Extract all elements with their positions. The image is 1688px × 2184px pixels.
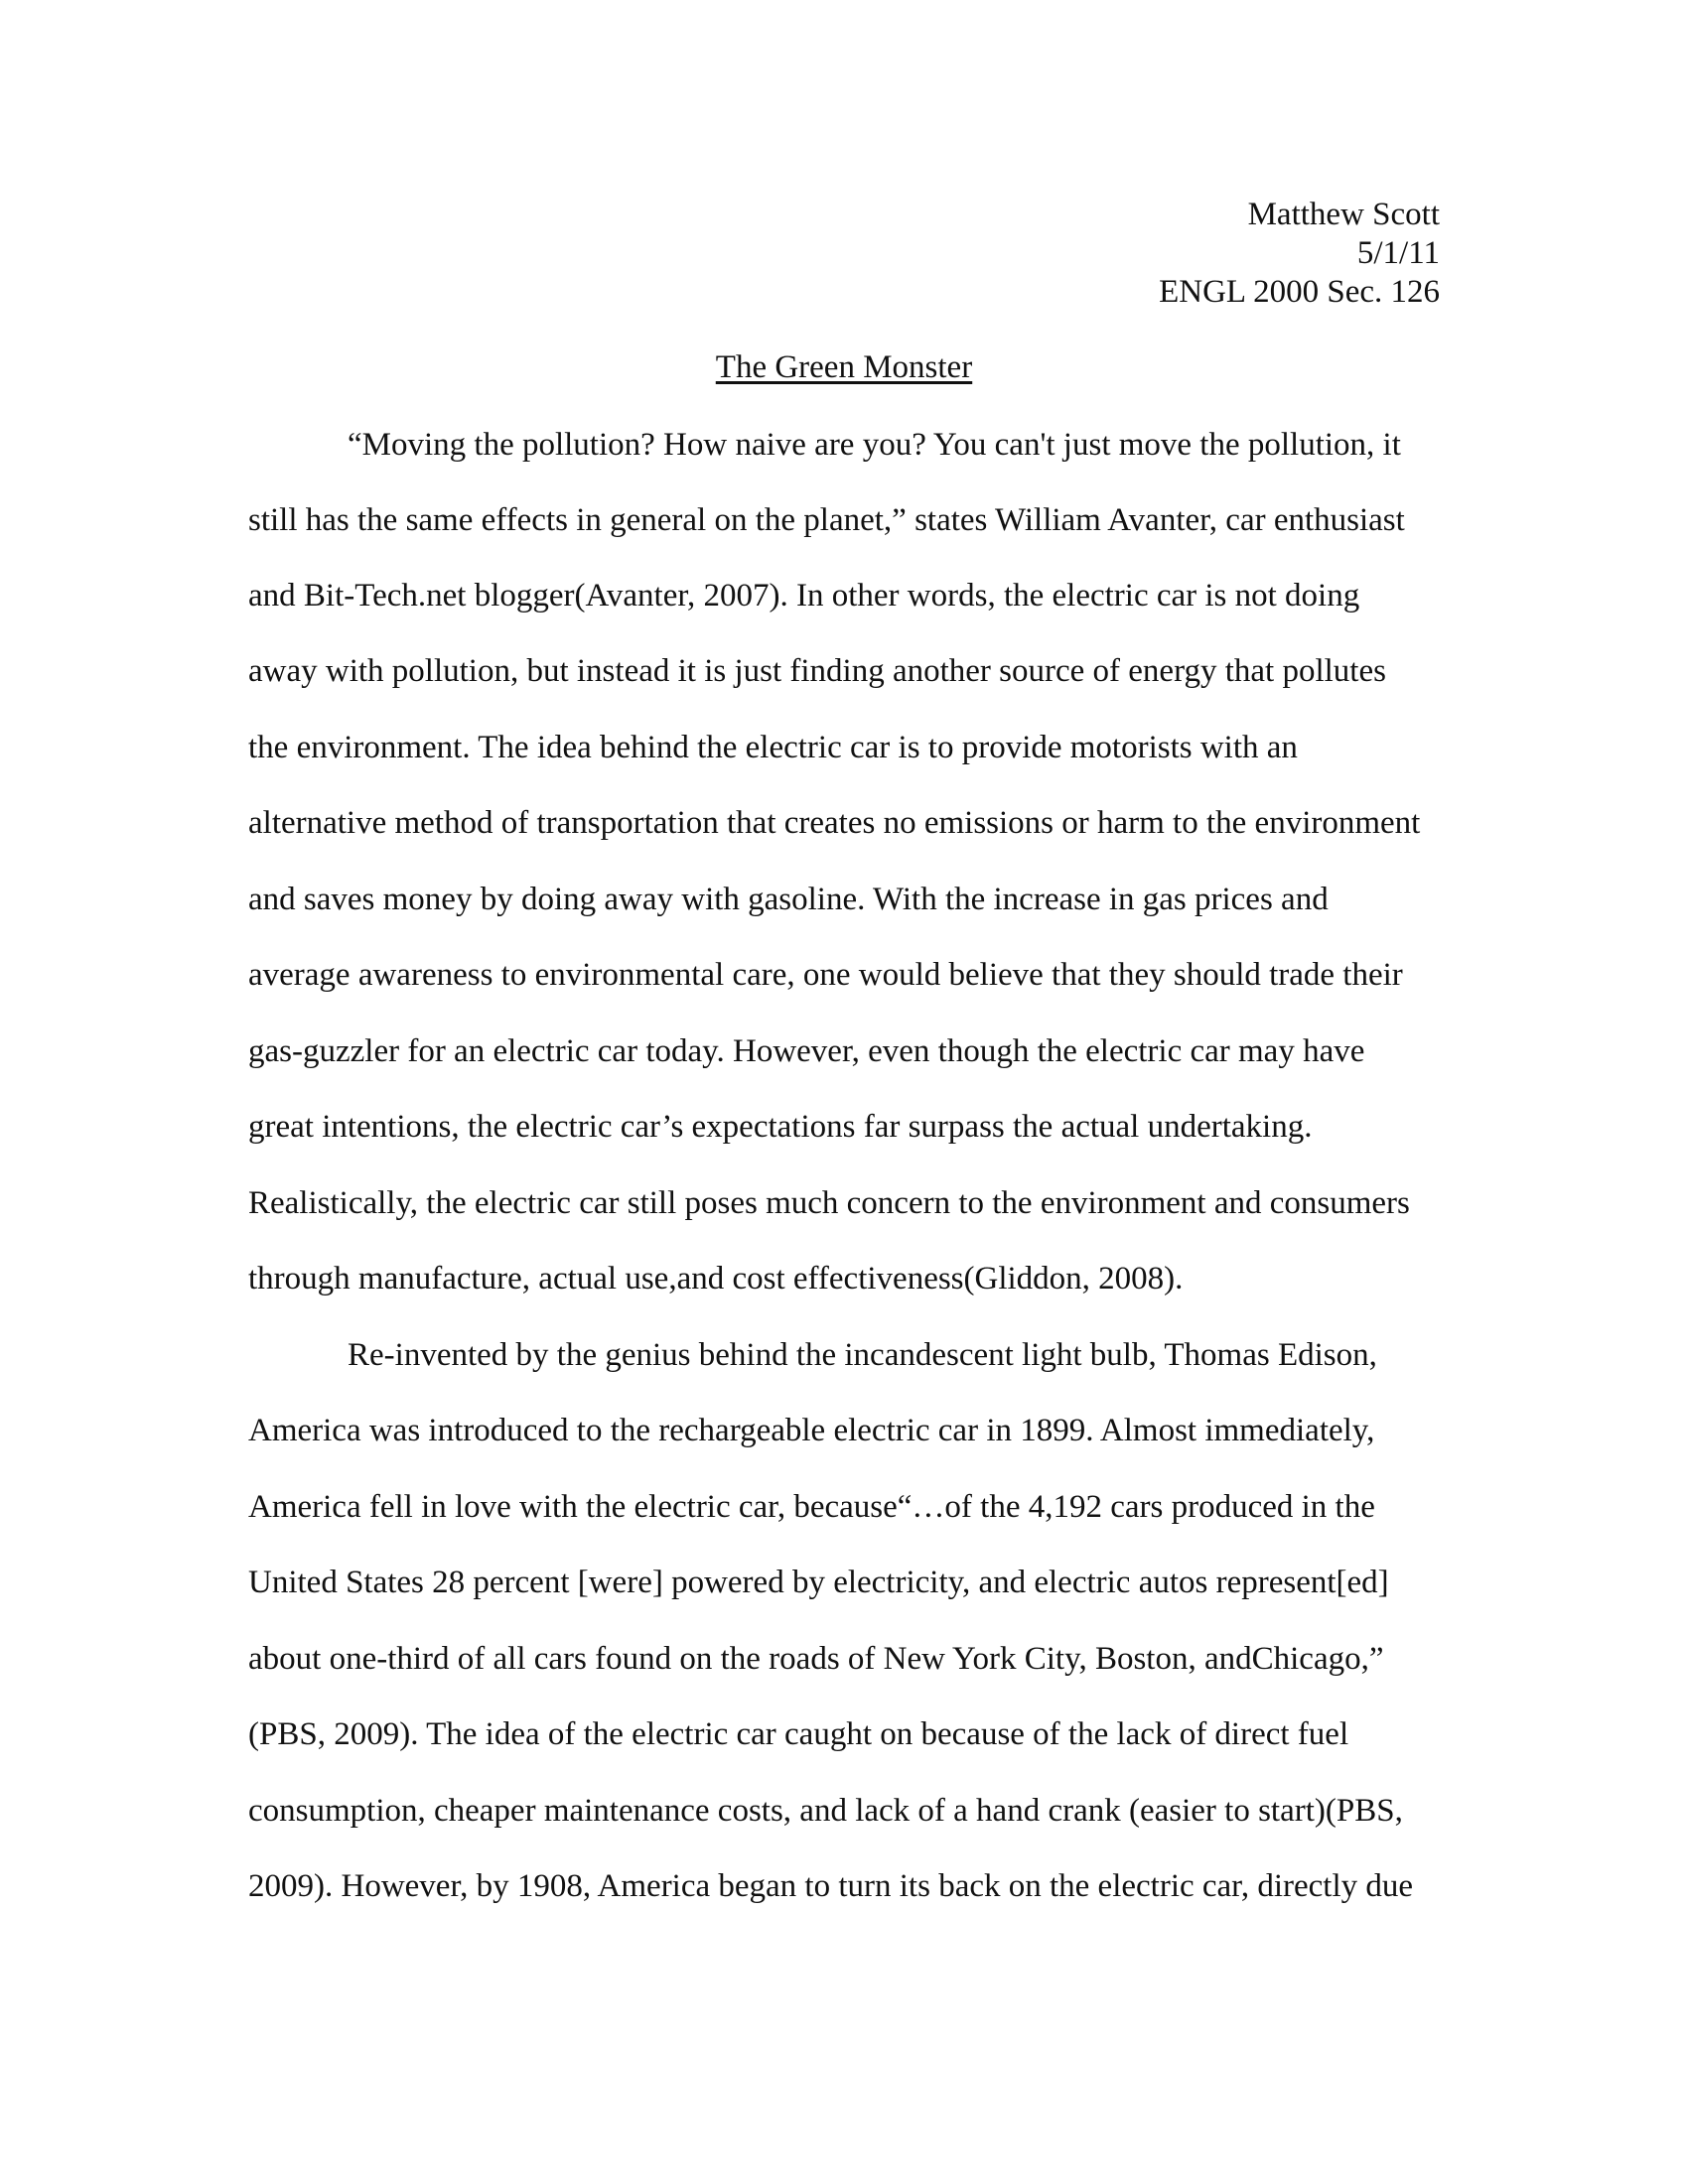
paragraph-1-line-1: “Moving the pollution? How naive are you? You can't just move the pollution, it	[348, 427, 1401, 463]
course-info: ENGL 2000 Sec. 126	[1159, 274, 1440, 310]
essay-title-text: The Green Monster	[715, 349, 973, 385]
paragraph-1-line-6: alternative method of transportation that creates no emissions or harm to the environment	[248, 805, 1421, 841]
paragraph-1-line-2: still has the same effects in general on the planet,” states William Avanter, car enthusiast	[248, 502, 1405, 538]
paragraph-1-line-10: great intentions, the electric car’s expectations far surpass the actual undertaking.	[248, 1109, 1313, 1145]
header-block	[1159, 196, 1440, 312]
paragraph-1-line-11: Realistically, the electric car still poses much concern to the environment and consumers	[248, 1185, 1410, 1221]
paragraph-1-line-3: and Bit-Tech.net blogger(Avanter, 2007). In other words, the electric car is not doing	[248, 578, 1360, 614]
paragraph-1-line-4: away with pollution, but instead it is just finding another source of energy that pollutes	[248, 653, 1386, 689]
paragraph-2-line-6: (PBS, 2009). The idea of the electric car caught on because of the lack of direct fuel	[248, 1716, 1349, 1752]
paragraph-1-line-8: average awareness to environmental care, one would believe that they should trade their	[248, 957, 1403, 993]
paragraph-2-line-3: America fell in love with the electric car, because“…of the 4,192 cars produced in the	[248, 1489, 1375, 1525]
paragraph-1-line-5: the environment. The idea behind the electric car is to provide motorists with an	[248, 730, 1298, 765]
paragraph-1-line-9: gas-guzzler for an electric car today. However, even though the electric car may have	[248, 1033, 1365, 1069]
paragraph-2-line-5: about one-third of all cars found on the roads of New York City, Boston, andChicago,”	[248, 1641, 1384, 1677]
paragraph-2-line-1: Re-invented by the genius behind the incandescent light bulb, Thomas Edison,	[348, 1337, 1377, 1373]
paragraph-2-line-7: consumption, cheaper maintenance costs, and lack of a hand crank (easier to start)(PBS,	[248, 1793, 1403, 1829]
paragraph-2-line-4: United States 28 percent [were] powered by electricity, and electric autos represent[ed]	[248, 1565, 1389, 1600]
paragraph-2-line-2: America was introduced to the rechargeable electric car in 1899. Almost immediately,	[248, 1413, 1375, 1448]
author-name: Matthew Scott	[1247, 197, 1440, 232]
paragraph-1-line-7: and saves money by doing away with gasoline. With the increase in gas prices and	[248, 882, 1329, 917]
paragraph-1-line-12: through manufacture, actual use,and cost effectiveness(Gliddon, 2008).	[248, 1261, 1184, 1297]
paragraph-2-line-8: 2009). However, by 1908, America began to turn its back on the electric car, directly due	[248, 1868, 1414, 1904]
essay-title	[0, 347, 1688, 387]
document-date: 5/1/11	[1356, 235, 1440, 271]
